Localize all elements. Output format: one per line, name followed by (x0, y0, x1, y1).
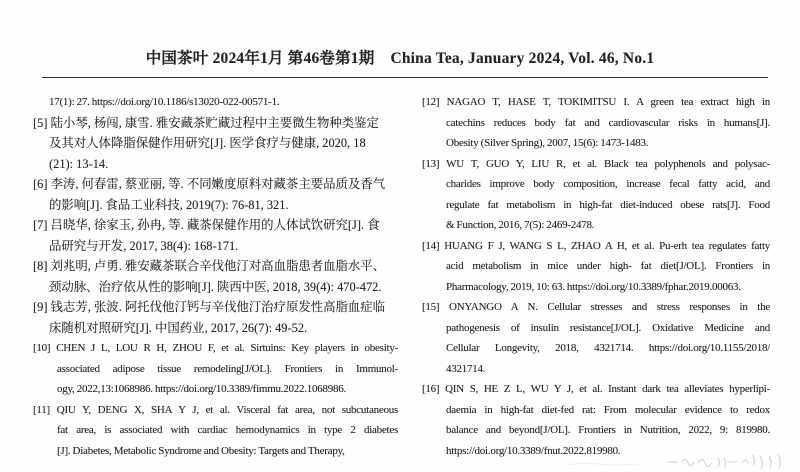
page-header (0, 0, 800, 78)
reference-line: ogy, 2022,13:1068986. https://doi.org/10.3389/fimmu.2022.1068986. (57, 383, 347, 395)
reference-first-line: [8] 刘兆明, 卢勇. 雅安藏茶联合辛伐他汀对高血脂患者血脂水平、 (33, 259, 386, 273)
reference-line: 品研究与开发, 2017, 38(4): 168-171. (49, 238, 239, 253)
reference-line: 颈动脉、治疗依从性的影响[J]. 陕西中医, 2018, 39(4): 470-472. (49, 279, 382, 294)
reference-first-line: [6] 李涛, 何春雷, 蔡亚丽, 等. 不同嫩度原料对藏茶主要品质及香气 (33, 177, 386, 191)
reference-first-line: [15] ONYANGO A N. Cellular stresses and stress responses in the (422, 301, 770, 313)
reference-line: & Function, 2016, 7(5): 2469-2478. (446, 219, 595, 231)
reference-first-line: [9] 钱志芳, 张波. 阿托伐他汀钙与辛伐他汀治疗原发性高脂血症临 (33, 300, 386, 314)
reference-item (33, 174, 398, 215)
reference-line: Obesity (Silver Spring), 2007, 15(6): 1473-1483. (446, 137, 649, 149)
reference-first-line: [11] QIU Y, DENG X, SHA Y J, et al. Visceral fat area, not subcutaneous (33, 403, 398, 416)
references-column-left (33, 92, 398, 461)
reference-item (422, 92, 770, 154)
reference-first-line: [10] CHEN J L, LOU R H, ZHOU F, et al. Sirtuins: Key players in obesity- (33, 342, 398, 354)
reference-item (33, 338, 398, 400)
reference-line: [J]. Diabetes, Metabolic Syndrome and Obesity: Targets and Therapy, (57, 444, 345, 457)
reference-line: charides improve body composition, increase fecal fatty acid, and (446, 178, 770, 190)
reference-line: Cellular Longevity, 2018, 4321714. https://doi.org/10.1155/2018/ (446, 342, 770, 354)
reference-item (422, 236, 770, 298)
reference-line: daemia in high-fat diet-fed rat: From molecular evidence to redox (446, 403, 770, 416)
reference-first-line: [12] NAGAO T, HASE T, TOKIMITSU I. A green tea extract high in (422, 96, 770, 108)
reference-first-line: [16] QIN S, HE Z L, WU Y J, et al. Instant dark tea alleviates hyperlipi- (422, 383, 770, 395)
reference-item (33, 297, 398, 338)
reference-item (33, 92, 398, 113)
reference-item (33, 215, 398, 256)
reference-item (33, 400, 398, 462)
reference-item (422, 154, 770, 236)
reference-line: 4321714. (446, 362, 486, 375)
reference-line: catechins reduces body fat and cardiovascular risks in humans[J]. (446, 116, 770, 129)
reference-line: Pharmacology, 2019, 10: 63. https://doi.org/10.3389/fphar.2019.00063. (446, 280, 741, 293)
journal-title-cn: 中国茶叶 2024年1月 第46卷第1期 (145, 50, 375, 67)
reference-line: pathogenesis of insulin resistance[J/OL]. Oxidative Medicine and (446, 321, 770, 334)
reference-line: associated adipose tissue remodeling[J/OL]. Frontiers in Immunol- (57, 362, 398, 375)
reference-line: fat area, is associated with cardiac hemodynamics in type 2 diabetes (57, 424, 398, 436)
reference-line: https://doi.org/10.3389/fnut.2022.819980. (446, 444, 621, 457)
journal-header-text (0, 46, 800, 68)
reference-item (33, 256, 398, 297)
reference-item (422, 379, 770, 461)
reference-item (33, 113, 398, 175)
reference-line: 17(1): 27. https://doi.org/10.1186/s13020-022-00571-1. (49, 96, 280, 108)
journal-title-en: China Tea, January 2024, Vol. 46, No.1 (390, 50, 655, 67)
reference-line: balance and beyond[J/OL]. Frontiers in Nutrition, 2022, 9: 819980. (446, 424, 770, 436)
header-rule (42, 77, 768, 78)
reference-line: (21): 13-14. (49, 156, 109, 171)
reference-item (422, 297, 770, 379)
references-section (0, 92, 800, 461)
reference-first-line: [14] HUANG F J, WANG S L, ZHAO A H, et al. Pu-erh tea regulates fatty (422, 239, 770, 252)
reference-first-line: [7] 吕晓华, 徐家玉, 孙冉, 等. 藏茶保健作用的人体试饮研究[J]. 食 (33, 218, 380, 232)
references-column-right (422, 92, 770, 461)
reference-line: 的影响[J]. 食品工业科技, 2019(7): 76-81, 321. (49, 197, 289, 212)
reference-first-line: [5] 陆小琴, 杨闯, 康雪. 雅安藏茶贮藏过程中主要微生物种类鉴定 (33, 115, 379, 130)
reference-line: regulate fat metabolism in high-fat diet-induced obese rats[J]. Food (446, 198, 770, 211)
reference-line: acid metabolism in mice under high- fat diet[J/OL]. Frontiers in (446, 260, 770, 272)
reference-line: 及其对人体降脂保健作用研究[J]. 医学食疗与健康, 2020, 18 (49, 136, 366, 150)
reference-first-line: [13] WU T, GUO Y, LIU R, et al. Black tea polyphenols and polysac- (422, 157, 770, 170)
reference-line: 床随机对照研究[J]. 中国药业, 2017, 26(7): 49-52. (49, 320, 308, 335)
